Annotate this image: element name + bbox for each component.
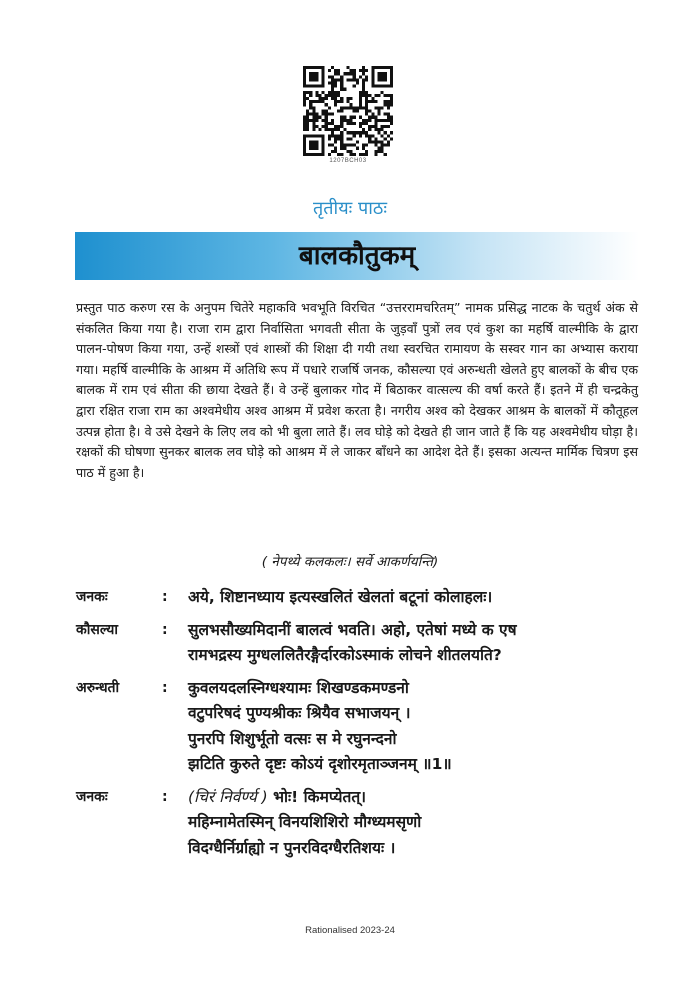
dialogue-line: अये, शिष्टानध्याय इत्यस्खलितं खेलतां बटूनां कोलाहलः। [188,588,493,606]
speaker-name: अरुन्धती [76,679,120,696]
speaker-colon: : [162,589,168,605]
lesson-title: बालकौतुकम् [298,241,416,271]
verse-line: विदग्धैर्निर्ग्राह्यो न पुनरविदग्धैरतिशयः । [188,838,396,857]
dialogue [76,585,656,868]
speaker-name: जनकः [76,589,108,605]
dialogue-entry-kausalya [76,618,656,669]
qr-code-block [303,66,393,164]
speaker-colon: : [162,621,168,638]
verse-line: वटुपरिषदं पुण्यश्रीकः श्रियैव सभाजयन् । [188,704,411,722]
qr-code-image [303,66,393,156]
dialogue-entry-janaka [76,585,656,611]
speaker-colon: : [162,788,168,805]
verse-line: कुवलयदलस्निग्धश्यामः शिखण्डकमण्डनो [188,678,409,697]
verse-line: झटिति कुरुते दृष्टः कोऽयं दृशोरमृताञ्जनम् ॥1॥ [188,755,452,773]
dialogue-line: रामभद्रस्य मुग्धललितैरङ्गैर्दारकोऽस्माकं लोचने शीतलयति? [188,646,502,664]
speaker-name: जनकः [76,788,108,805]
speaker-name: कौसल्या [76,621,118,638]
dialogue-entry-arundhati [76,676,656,778]
dialogue-line [188,785,656,811]
stage-direction: ( नेपथ्ये कलकलः। सर्वे आकर्णयन्ति) [261,554,439,570]
inline-stage-direction: (चिरं निर्वर्ण्य ) [188,787,268,806]
title-banner [75,232,639,280]
dialogue-line-text: भोः! किमप्येतत्। [273,787,367,806]
dialogue-entry-janaka-2 [76,785,656,862]
dialogue-line: सुलभसौख्यमिदानीं बालत्वं भवति। अहो, एतेषां मध्ये क एष [188,620,517,639]
footer-note: Rationalised 2023-24 [305,925,395,936]
lesson-number: तृतीयः पाठः [313,198,387,219]
verse-line: महिम्नामेतस्मिन् विनयशिशिरो मौग्ध्यमसृणो [188,813,422,831]
verse-line: पुनरपि शिशुर्भूतो वत्सः स मे रघुनन्दनो [188,729,397,748]
speaker-colon: : [162,679,168,696]
qr-code-label: 1207BCH03 [329,158,367,164]
intro-paragraph: प्रस्तुत पाठ करुण रस के अनुपम चितेरे महाकवि भवभूति विरचित “उत्तररामचरितम्” नामक प्रसिद्ध नाटक के चतुर्थ अंक से संकलित किया गया है। राजा राम द्वारा निर्वासिता भगवती सीता के जुड़वाँ पुत्रों लव एवं कुश का महर्षि वाल्मीकि के द्वारा पालन-पोषण किया गया, उन्हें शस्त्रों एवं शास्त्रों की शिक्षा दी गयी तथा स्वरचित रामायण के सस्वर गान का अभ्यास कराया गया। महर्षि वाल्मीकि के आश्रम में अतिथि रूप में पधारे राजर्षि जनक, कौसल्या एवं अरुन्धती खेलते हुए बालकों के बीच एक बालक में राम एवं सीता की छाया देखते हैं। वे उन्हें बुलाकर गोद में बिठाकर वात्सल्य की वर्षा करते हैं। इतने में ही चन्द्रकेतु द्वारा रक्षित राजा राम का अश्वमेधीय अश्व आश्रम में प्रवेश करता है। नगरीय अश्व को देखकर आश्रम के बालकों में कौतूहल उत्पन्न होता है। वे उसे देखने के लिए लव को भी बुला लाते हैं। लव घोड़े को देखते ही जान जाते हैं कि यह अश्वमेधीय घोड़ा है। रक्षकों की घोषणा सुनकर बालक लव घोड़े को आश्रम में ले जाकर बाँधने का आदेश देते हैं। इसका अत्यन्त मार्मिक चित्रण इस पाठ में हुआ है। [76,300,638,480]
